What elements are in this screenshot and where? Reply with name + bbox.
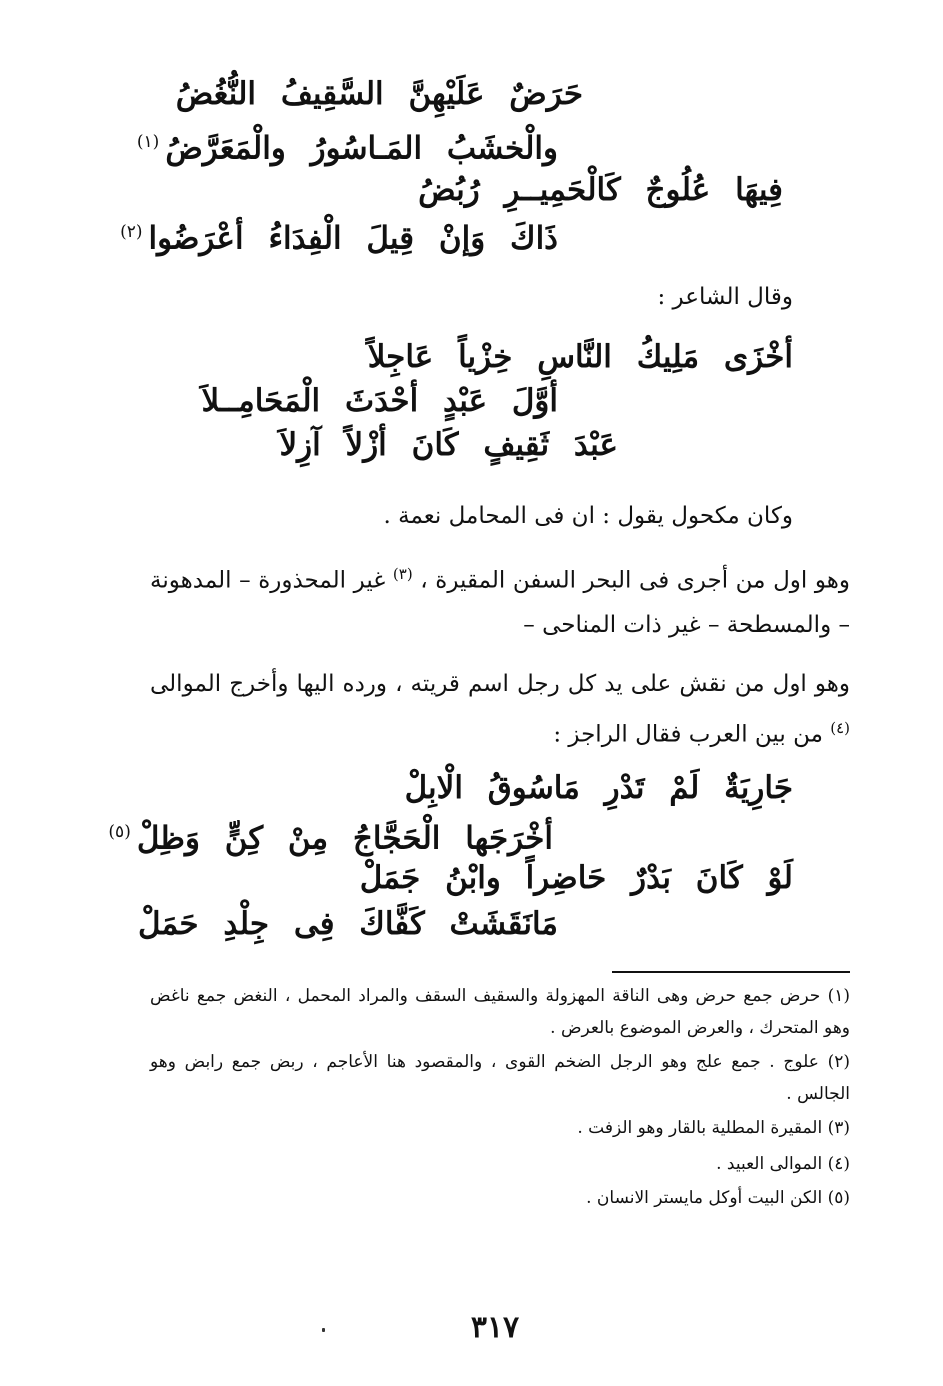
footnote: (٣) المقيرة المطلية بالقار وهو الزفت . (577, 1118, 850, 1138)
verse-line: أخْزَى مَلِيكُ النَّاسِ خِزْياً عَاجِلاً (367, 339, 793, 375)
footnote-marker: (٥) (108, 822, 131, 842)
verse-line: جَارِيَةٌ لَمْ تَدْرِ مَاسُوقُ الْابِلْ (404, 770, 793, 806)
footnote-marker: (٤) (830, 719, 850, 737)
prose-paragraph: وهو اول من نقش على يد كل رجل اسم قريته ، ورده اليها وأخرج الموالى $^{(٤)}$ من بين العرب فقال الراجز : (150, 671, 850, 748)
prose-line: وكان مكحول يقول : ان فى المحامل نعمة . (383, 503, 793, 529)
verse-line: ذَاكَ وَإنْ قِيلَ الْفِدَاءُ أعْرَضُوا$^{(٢)}$ (120, 220, 558, 257)
verse-line: فِيهَا عُلُوجٌ كَالْحَمِيــرِ رُبُضُ (418, 172, 783, 208)
verse-line: لَوْ كَانَ بَدْرٌ حَاضِراً وابْنُ جَمَلْ (359, 860, 793, 896)
prose-paragraph: وهو اول من أجرى فى البحر السفن المقيرة ، $^{(٣)}$ غير المحذورة – المدهونة – والمسطحة – غير ذات المناحى – (150, 565, 851, 638)
footnote-divider (612, 971, 850, 973)
verse-line: حَرَضٌ عَلَيْهِنَّ السَّقِيفُ النُّغُضُ (175, 76, 583, 112)
footnote: (٢) علوج . جمع علج وهو الرجل الضخم القوى ، والمقصود هنا الأعاجم ، ربض جمع رابض وهو الجالس . (150, 1052, 850, 1104)
footnote: (٤) الموالى العبيد . (716, 1154, 850, 1174)
ink-speck (322, 1328, 325, 1332)
footnote: (١) حرض جمع حرض وهى الناقة المهزولة والسقيف السقف والمراد المحمل ، النغض جمع ناغض وهو المتحرك ، والعرض الموضوع بالعرض . (150, 986, 850, 1038)
poet-intro: وقال الشاعر : (657, 284, 793, 310)
footnote-marker: (٢) (120, 222, 143, 242)
verse-line: أوَّلَ عَبْدٍ أحْدَثَ الْمَحَامِــلاَ (201, 383, 558, 419)
verse-line: أخْرَجَها الْحَجَّاجُ مِنْ كِنٍّ وَظِلْ$^{(٥)}$ (108, 820, 553, 857)
footnote-marker: (١) (136, 132, 160, 152)
verse-line: مَانَقَشَتْ كَفَّاكَ فِى جِلْدِ حَمَلْ (138, 906, 558, 942)
footnote-marker: (٣) (392, 565, 413, 583)
verse-line: عَبْدَ ثَقِيفٍ كَانَ أزْلاً آزِلاَ (279, 427, 618, 463)
verse-line: والْخشَبُ المَـاسُورُ والْمَعَرَّضُ$^{(١)}$ (136, 130, 558, 167)
footnote: (٥) الكن البيت أوكل مايستر الانسان . (586, 1188, 850, 1208)
page-number: ٣١٧ (470, 1310, 520, 1345)
